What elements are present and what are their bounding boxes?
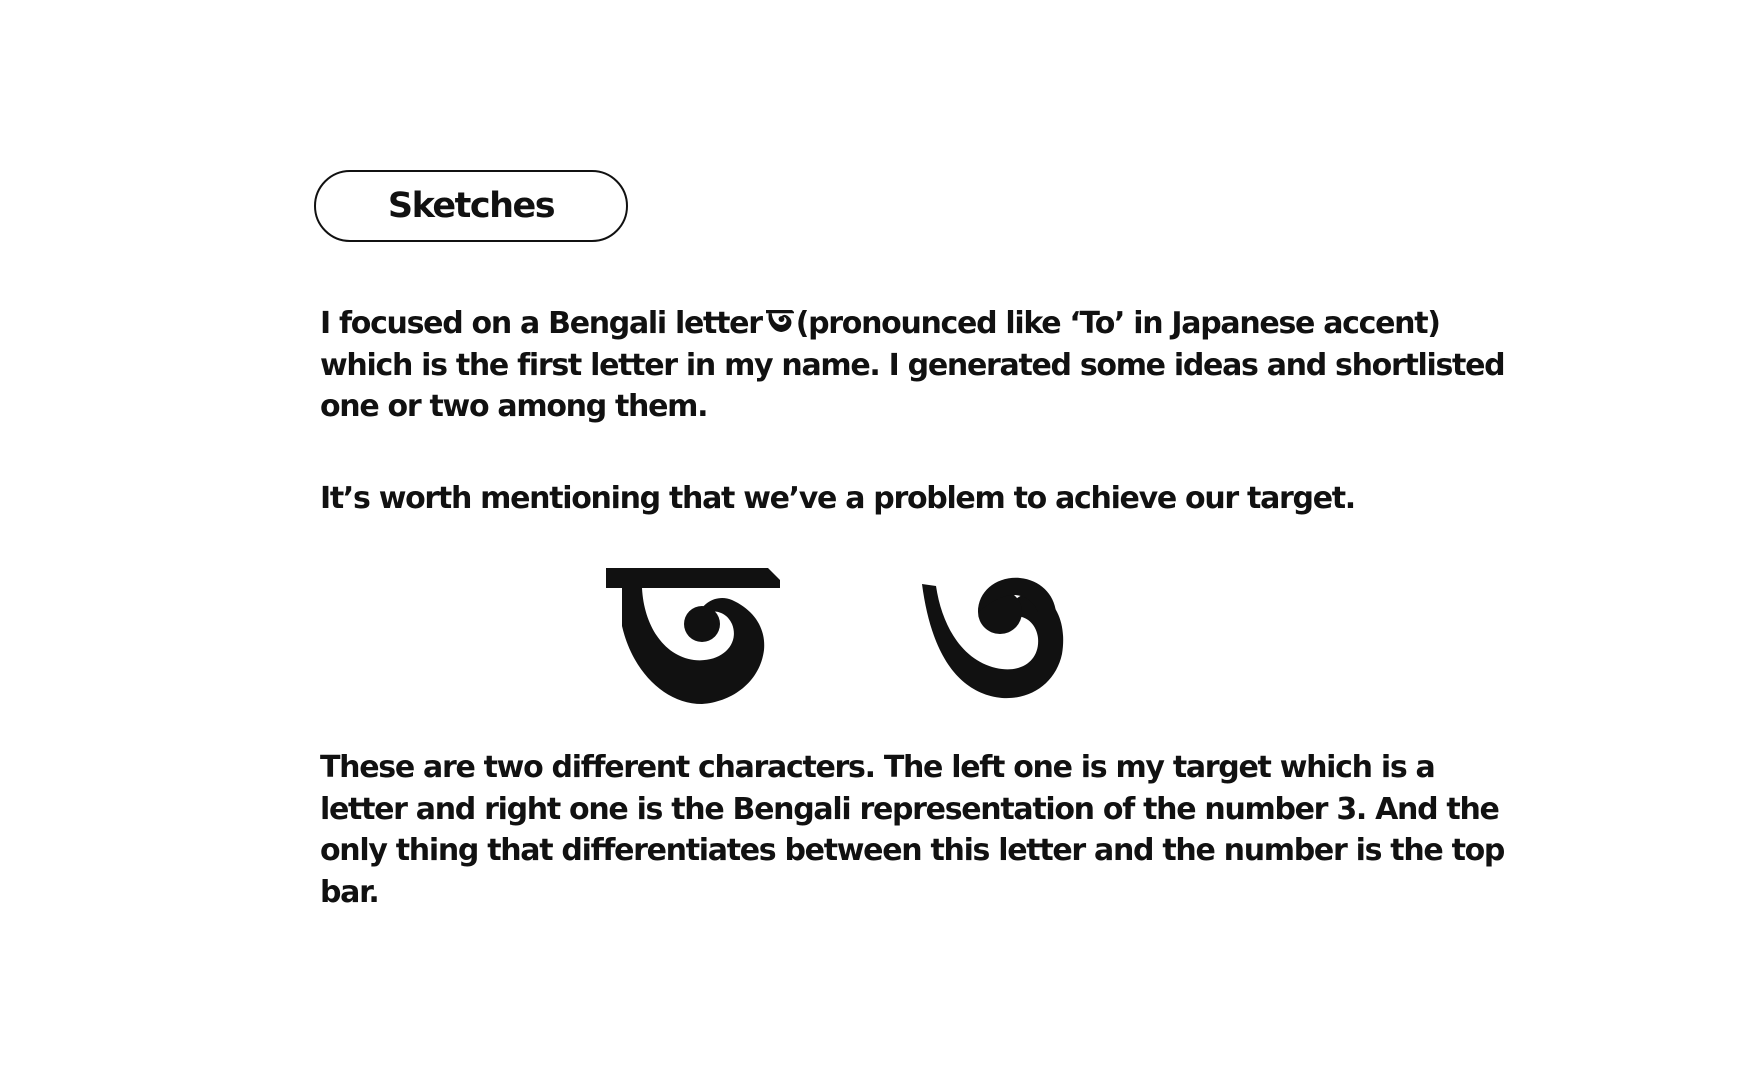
explanation-line-4: bar. [320,874,379,910]
intro-line-2: which is the first letter in my name. I generated some ideas and shortlisted [320,347,1505,383]
explanation-line-2: letter and right one is the Bengali representation of the number 3. And the [320,791,1499,827]
intro-line-1 [320,303,1504,345]
section-label-pill [314,170,628,242]
explanation-line-1: These are two different characters. The left one is my target which is a [320,750,1435,785]
intro-paragraph [320,303,1504,428]
bengali-numeral-three-glyph [922,576,1064,700]
section-label: Sketches [387,186,555,226]
problem-statement: It’s worth mentioning that we’ve a problem to achieve our target. [320,481,1355,516]
bengali-letter-to-glyph [606,566,780,706]
explanation-line-3: only thing that differentiates between this letter and the number is the top [320,833,1505,868]
intro-text-before-letter: I focused on a Bengali letter [320,306,762,341]
bengali-letter-to-inline [766,306,794,336]
intro-text-after-letter: (pronounced like ‘To’ in Japanese accent) [795,306,1440,341]
intro-line-3: one or two among them. [320,389,708,424]
explanation-paragraph [320,747,1504,913]
